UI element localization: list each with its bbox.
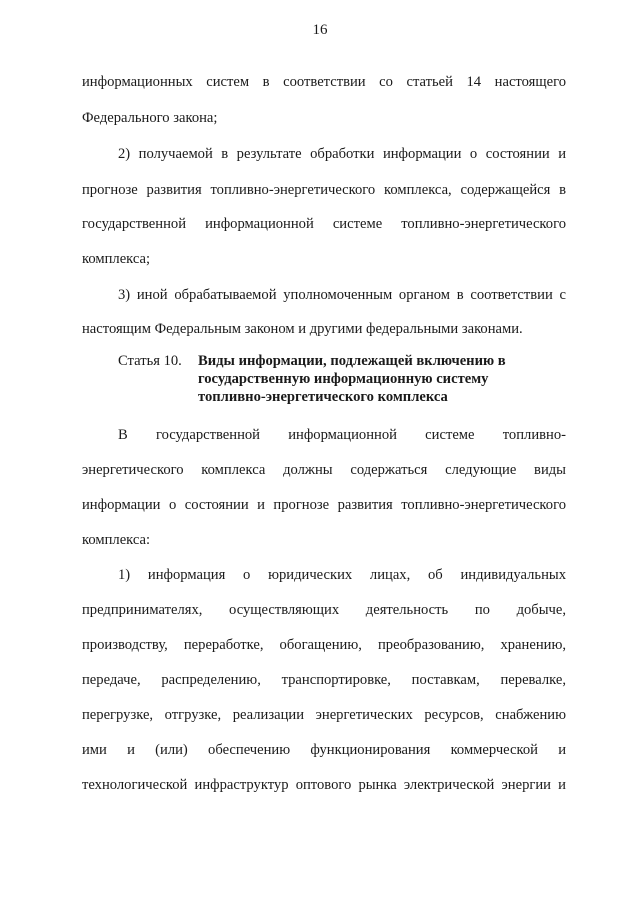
- text-line: комплекса:: [82, 532, 151, 548]
- text-line: перегрузке, отгрузке, реализации энергетических ресурсов, снабжению: [82, 707, 566, 723]
- article-title-line: топливно-энергетического комплекса: [198, 389, 448, 405]
- text-line: передаче, распределению, транспортировке, поставкам, перевалке,: [82, 672, 566, 688]
- text-line: В государственной информационной системе топливно-: [118, 427, 566, 443]
- text-line: Федерального закона;: [82, 110, 218, 126]
- article-title-line: государственную информационную систему: [198, 371, 489, 387]
- article-title-line: Виды информации, подлежащей включению в: [198, 353, 506, 369]
- text-line: информации о состоянии и прогнозе развития топливно-энергетического: [82, 497, 566, 513]
- article-number: Статья 10.: [118, 353, 182, 369]
- article-title: [198, 352, 558, 406]
- text-line: комплекса;: [82, 251, 151, 267]
- text-line: государственной информационной системе топливно-энергетического: [82, 216, 566, 232]
- text-line: информационных систем в соответствии со статьей 14 настоящего: [82, 74, 566, 90]
- text-line: энергетического комплекса должны содержаться следующие виды: [82, 462, 566, 478]
- text-line: прогнозе развития топливно-энергетического комплекса, содержащейся в: [82, 182, 566, 198]
- text-line: предпринимателях, осуществляющих деятельность по добыче,: [82, 602, 566, 618]
- text-line: ими и (или) обеспечению функционирования коммерческой и: [82, 742, 566, 758]
- text-line: 1) информация о юридических лицах, об индивидуальных: [118, 567, 566, 583]
- page-number: 16: [312, 22, 328, 38]
- text-line: 2) получаемой в результате обработки информации о состоянии и: [118, 146, 566, 162]
- text-line: технологической инфраструктур оптового рынка электрической энергии и: [82, 777, 566, 793]
- text-line: 3) иной обрабатываемой уполномоченным органом в соответствии с: [118, 287, 566, 303]
- text-line: настоящим Федеральным законом и другими федеральными законами.: [82, 321, 523, 337]
- text-line: производству, переработке, обогащению, преобразованию, хранению,: [82, 637, 566, 653]
